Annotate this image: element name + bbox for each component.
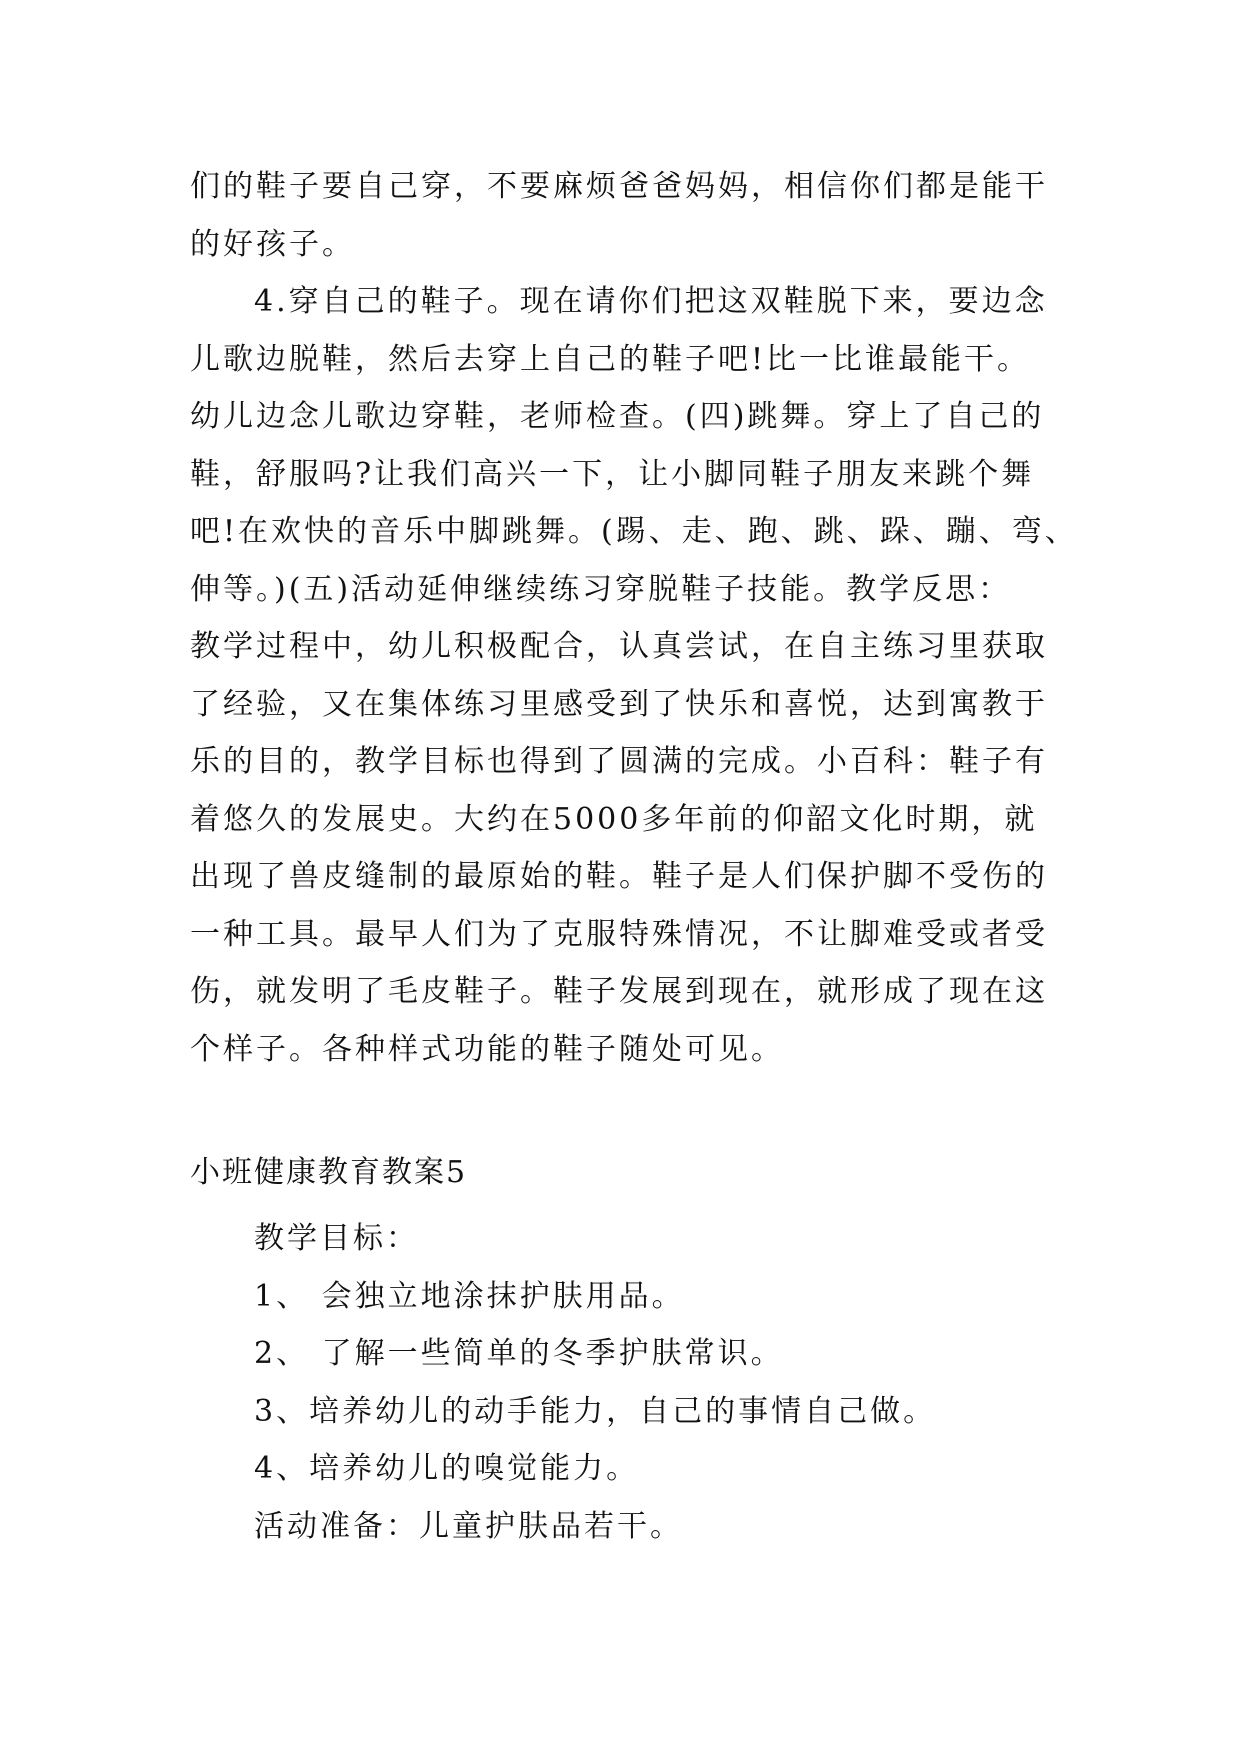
text-line: 幼儿边念儿歌边穿鞋，老师检查。(四)跳舞。穿上了自己的 bbox=[190, 399, 1045, 434]
list-item: 3、培养幼儿的动手能力，自己的事情自己做。 bbox=[254, 1393, 937, 1429]
text-line: 儿歌边脱鞋，然后去穿上自己的鞋子吧!比一比谁最能干。 bbox=[190, 341, 1031, 377]
text-line: 吧!在欢快的音乐中脚跳舞。(踢、走、跑、跳、跺、蹦、弯、 bbox=[190, 514, 1078, 549]
text-line: 伸等。)(五)活动延伸继续练习穿脱鞋子技能。教学反思： bbox=[190, 571, 1012, 607]
text-line: 出现了兽皮缝制的最原始的鞋。鞋子是人们保护脚不受伤的 bbox=[190, 859, 1048, 894]
text-line: 教学过程中，幼儿积极配合，认真尝试，在自主练习里获取 bbox=[190, 629, 1048, 664]
section-heading: 小班健康教育教案5 bbox=[190, 1155, 468, 1190]
list-item: 活动准备：儿童护肤品若干。 bbox=[254, 1508, 683, 1544]
text-line: 4.穿自己的鞋子。现在请你们把这双鞋脱下来，要边念 bbox=[254, 284, 1048, 319]
list-item: 4、培养幼儿的嗅觉能力。 bbox=[254, 1451, 640, 1486]
list-item: 2、 了解一些简单的冬季护肤常识。 bbox=[254, 1336, 784, 1371]
text-line: 鞋，舒服吗?让我们高兴一下，让小脚同鞋子朋友来跳个舞 bbox=[190, 456, 1035, 492]
text-line: 的好孩子。 bbox=[190, 226, 355, 262]
objectives-list bbox=[190, 1210, 1050, 1555]
text-line: 乐的目的，教学目标也得到了圆满的完成。小百科：鞋子有 bbox=[190, 744, 1048, 779]
text-line: 们的鞋子要自己穿，不要麻烦爸爸妈妈，相信你们都是能干 bbox=[190, 169, 1048, 204]
text-line: 了经验，又在集体练习里感受到了快乐和喜悦，达到寓教于 bbox=[190, 686, 1048, 722]
text-line: 个样子。各种样式功能的鞋子随处可见。 bbox=[190, 1031, 784, 1067]
paragraph-main bbox=[190, 273, 1078, 1078]
paragraph-continuation bbox=[190, 158, 1050, 273]
list-item: 1、 会独立地涂抹护肤用品。 bbox=[254, 1278, 685, 1314]
list-item: 教学目标： bbox=[254, 1221, 419, 1256]
text-line: 着悠久的发展史。大约在5000多年前的仰韶文化时期，就 bbox=[190, 801, 1038, 837]
text-line: 伤，就发明了毛皮鞋子。鞋子发展到现在，就形成了现在这 bbox=[190, 974, 1048, 1009]
text-line: 一种工具。最早人们为了克服特殊情况，不让脚难受或者受 bbox=[190, 916, 1048, 952]
